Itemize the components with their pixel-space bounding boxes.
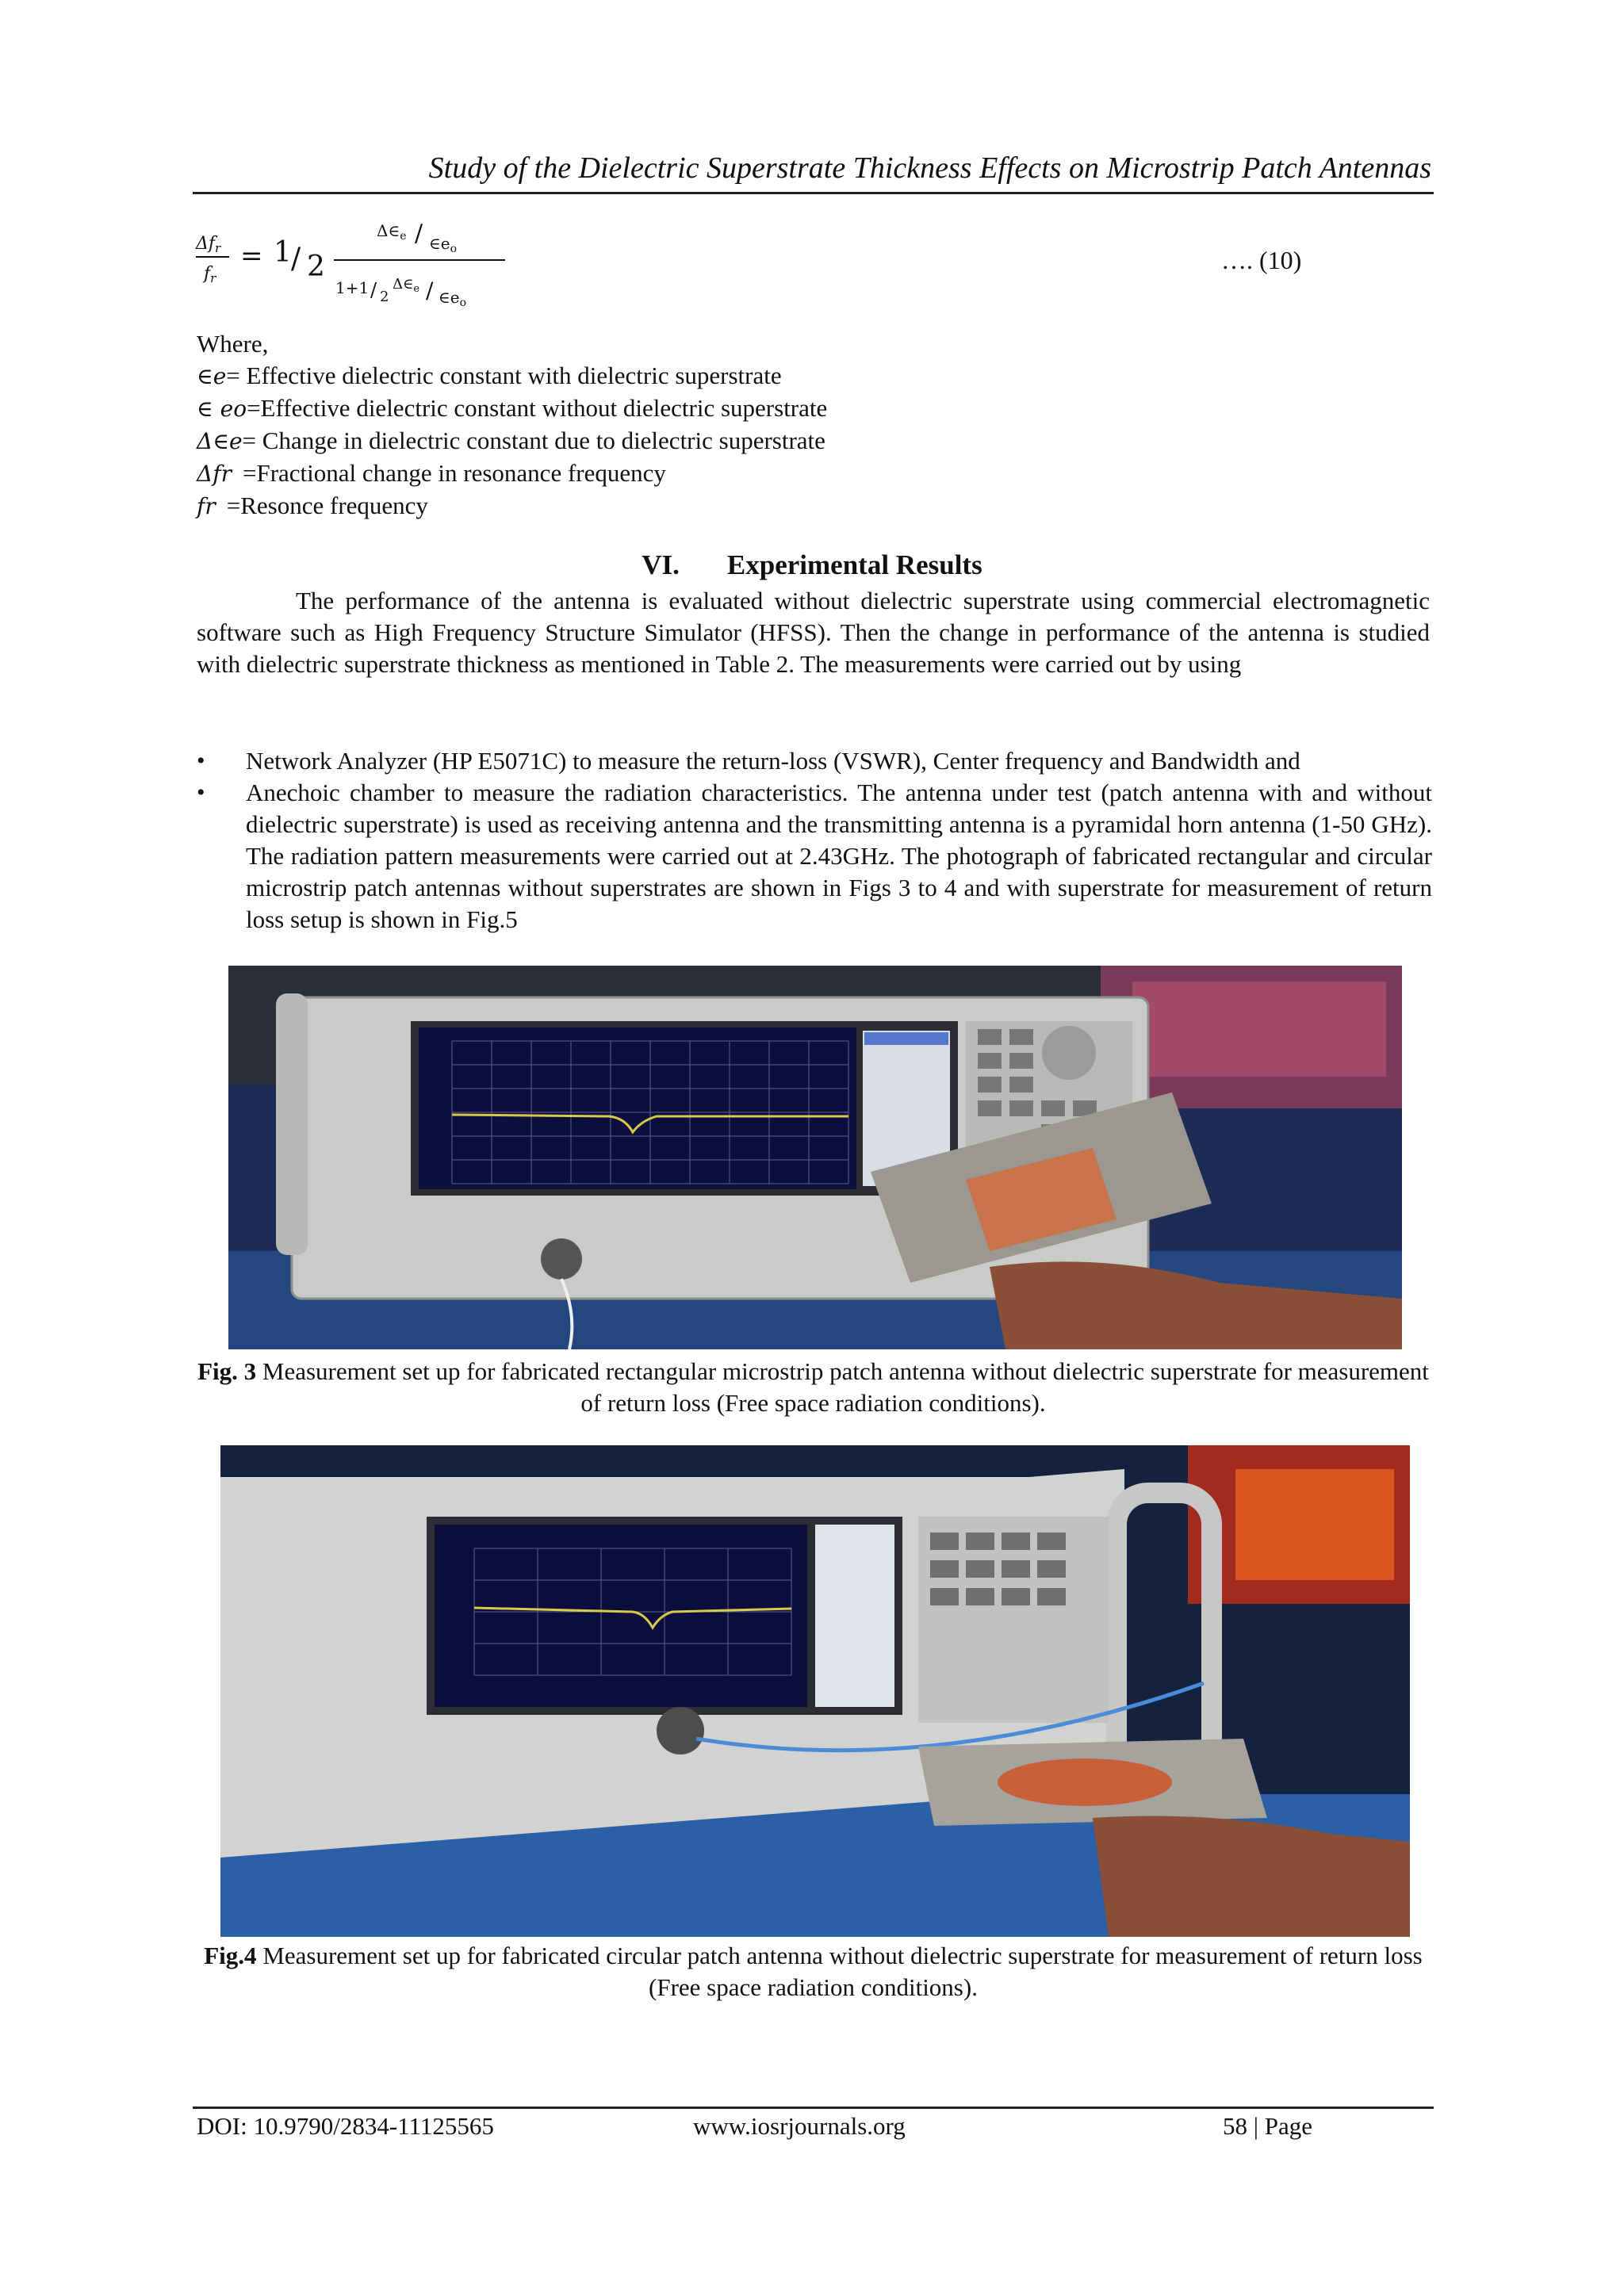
svg-text:Δ∈e: $\Delta\in_e$ (393, 276, 420, 295)
section-heading (0, 549, 1624, 581)
symbol: fr (197, 493, 216, 519)
caption-text: Measurement set up for fabricated circular patch antenna without dielectric superstrate for measurement of return loss (Free space radiation conditions). (256, 1942, 1423, 2001)
svg-text:∈eo: $\in e_o$ (439, 288, 467, 309)
figure-label: Fig. 3 (197, 1357, 257, 1385)
body-paragraph (197, 585, 1430, 680)
paragraph-text: The performance of the antenna is evaluated without dielectric superstrate using commercial electromagnetic software such as High Frequency Structure Simulator (HFSS). Then the change in performance of the antenna is studied with dielectric superstrate thickness as mentioned in Table 2. The measurements were carried out by using (197, 587, 1430, 678)
equation-number: …. (10) (1221, 246, 1302, 274)
svg-text:∈eo: $\in e_o$ (429, 234, 458, 255)
bullet-text: Network Analyzer (HP E5071C) to measure the return-loss (VSWR), Center frequency and Bandwidth and (246, 747, 1300, 775)
definition-text: =Fractional change in resonance frequency (242, 459, 666, 487)
definition-text: =Resonce frequency (226, 492, 428, 519)
bullet-icon: • (197, 748, 205, 774)
section-number: VI. (642, 549, 680, 580)
equation-10 (194, 216, 1304, 311)
figure-4-caption (197, 1940, 1430, 2003)
figure-label: Fig.4 (204, 1942, 257, 1969)
definition-item (197, 360, 827, 392)
symbol: Δfr (197, 461, 232, 487)
running-header: Study of the Dielectric Superstrate Thickness Effects on Microstrip Patch Antennas (428, 151, 1431, 185)
footer-website: www.iosrjournals.org (693, 2112, 906, 2140)
bullet-icon: • (197, 779, 205, 806)
svg-text:/: / (415, 220, 423, 247)
svg-text:/: / (370, 279, 377, 301)
svg-text:=: = (240, 240, 263, 272)
section-title: Experimental Results (726, 549, 982, 580)
list-item (197, 745, 1432, 777)
list-item (197, 777, 1432, 936)
svg-text:1+1: 1+1 (335, 278, 370, 297)
figure-3-photo (228, 966, 1402, 1349)
definition-item (197, 392, 827, 425)
bullet-text: Anechoic chamber to measure the radiation characteristics. The antenna under test (patch antenna with and without dielectric superstrate) is used as receiving antenna and the transmitting antenna is a pyramidal horn antenna (1-50 GHz). The radiation pattern measurements were carried out at 2.43GHz. The photograph of fabricated rectangular and circular microstrip patch antennas without superstrates are shown in Figs 3 to 4 and with superstrate for measurement of return loss setup is shown in Fig.5 (246, 779, 1432, 933)
svg-text:Δ∈e: $\Delta\in_e$ (377, 221, 407, 243)
symbol-definitions (197, 328, 827, 522)
svg-text:/: / (291, 243, 301, 275)
svg-text:1: 1 (274, 236, 292, 269)
definition-text: =Effective dielectric constant without dielectric superstrate (247, 394, 828, 422)
footer-doi: DOI: 10.9790/2834-11125565 (197, 2112, 494, 2140)
where-label: Where, (197, 330, 269, 358)
figure-3-caption (197, 1356, 1430, 1419)
symbol: ∈ eo (197, 396, 247, 422)
caption-text: Measurement set up for fabricated rectangular microstrip patch antenna without dielectric superstrate for measurement of return loss (Free space radiation conditions). (256, 1357, 1429, 1417)
bullet-list (197, 745, 1432, 936)
figure-4-photo (220, 1445, 1410, 1937)
definition-item (197, 457, 827, 490)
footer-page-number: 58 | Page (1223, 2112, 1312, 2140)
footer-rule (193, 2107, 1434, 2109)
svg-text:2: 2 (380, 289, 389, 305)
header-rule (193, 192, 1434, 194)
svg-text:2: 2 (307, 251, 325, 283)
symbol: Δ∈e (197, 428, 243, 454)
equation-graphic (194, 216, 749, 311)
svg-text:Δfr: Δfr (196, 234, 221, 255)
svg-text:/: / (426, 277, 434, 304)
svg-text:fr: fr (204, 264, 216, 285)
definition-item (197, 425, 827, 457)
definition-item (197, 490, 827, 522)
definition-text: = Change in dielectric constant due to dielectric superstrate (242, 427, 825, 454)
symbol: ∈e (197, 363, 227, 389)
definition-text: = Effective dielectric constant with dielectric superstrate (226, 362, 782, 389)
